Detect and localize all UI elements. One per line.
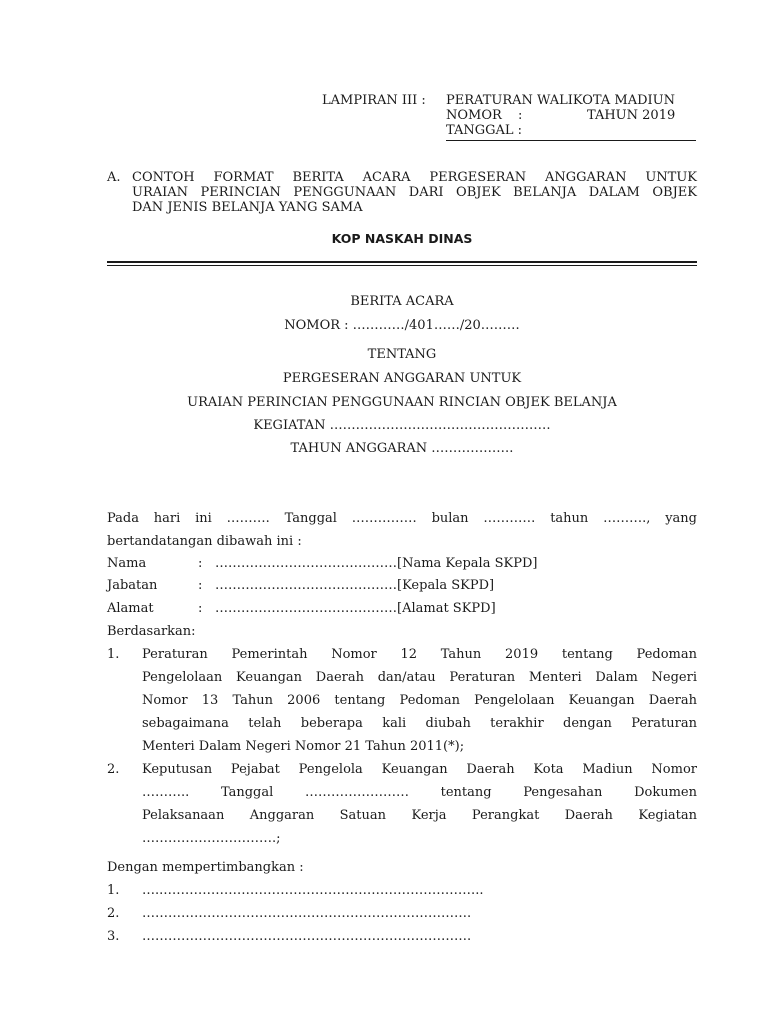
berita-acara-title: BERITA ACARA: [350, 294, 454, 309]
consideration-2-number: 2.: [107, 906, 120, 921]
section-line-1: CONTOH FORMAT BERITA ACARA PERGESERAN ANGGARAN UNTUK: [132, 170, 697, 185]
kop-double-rule-top: [107, 261, 697, 263]
consideration-1-number: 1.: [107, 883, 120, 898]
kop-naskah-dinas: KOP NASKAH DINAS: [331, 231, 473, 246]
consideration-1-text: …..………………………………………………………………..: [142, 883, 484, 898]
item-1-number: 1.: [107, 647, 120, 662]
field-jabatan-colon: :: [198, 578, 203, 593]
dengan-label: Dengan mempertimbangkan :: [107, 860, 304, 875]
item-1-line-2: Pengelolaan Keuangan Daerah dan/atau Peraturan Menteri Dalam Negeri: [142, 670, 697, 685]
consideration-3-text: ………………………………………………………………….: [142, 929, 472, 944]
section-line-2: URAIAN PERINCIAN PENGGUNAAN DARI OBJEK BELANJA DALAM OBJEK: [132, 185, 697, 200]
lampiran-regulation: PERATURAN WALIKOTA MADIUN: [446, 93, 675, 108]
field-alamat-label: Alamat: [107, 601, 154, 616]
field-nama-label: Nama: [107, 556, 147, 571]
item-1-line-1: Peraturan Pemerintah Nomor 12 Tahun 2019 tentang Pedoman: [142, 647, 697, 662]
field-nama-colon: :: [198, 556, 203, 571]
lampiran-nomor-label: NOMOR: [446, 108, 502, 123]
title-line-2: URAIAN PERINCIAN PENGGUNAAN RINCIAN OBJEK BELANJA: [187, 395, 617, 410]
field-jabatan-value: ……………………………………[Kepala SKPD]: [215, 578, 495, 593]
field-nama-value: ……………………………………[Nama Kepala SKPD]: [215, 556, 538, 571]
item-1-line-4: sebagaimana telah beberapa kali diubah terakhir dengan Peraturan: [142, 716, 697, 731]
kegiatan-line: KEGIATAN ……………………………………………: [253, 418, 551, 433]
intro-line-2: bertandatangan dibawah ini :: [107, 534, 302, 549]
berdasarkan-label: Berdasarkan:: [107, 624, 196, 639]
section-line-3: DAN JENIS BELANJA YANG SAMA: [132, 200, 363, 215]
item-2-number: 2.: [107, 762, 120, 777]
lampiran-tanggal: TANGGAL :: [446, 123, 523, 138]
lampiran-nomor-colon: :: [518, 108, 523, 123]
field-alamat-value: ……………………………………[Alamat SKPD]: [215, 601, 496, 616]
intro-line-1: Pada hari ini ………. Tanggal …………… bulan ………… tahun ………., yang: [107, 511, 697, 526]
kop-double-rule-bottom: [107, 265, 697, 266]
berita-acara-nomor: NOMOR : …………/401……/20………: [284, 318, 520, 333]
item-2-line-4: ………………………….;: [142, 831, 281, 846]
title-line-1: PERGESERAN ANGGARAN UNTUK: [282, 371, 522, 386]
consideration-2-text: ………………………………………………………………….: [142, 906, 472, 921]
tentang-label: TENTANG: [367, 347, 437, 362]
field-alamat-colon: :: [198, 601, 203, 616]
item-2-line-3: Pelaksanaan Anggaran Satuan Kerja Perangkat Daerah Kegiatan: [142, 808, 697, 823]
field-jabatan-label: Jabatan: [107, 578, 158, 593]
item-2-line-2: ……….. Tanggal …………………… tentang Pengesahan Dokumen: [142, 785, 697, 800]
item-2-line-1: Keputusan Pejabat Pengelola Keuangan Daerah Kota Madiun Nomor: [142, 762, 697, 777]
lampiran-underline: [446, 140, 696, 141]
item-1-line-3: Nomor 13 Tahun 2006 tentang Pedoman Pengelolaan Keuangan Daerah: [142, 693, 697, 708]
lampiran-tahun: TAHUN 2019: [587, 108, 676, 123]
tahun-anggaran-line: TAHUN ANGGARAN ……………….: [290, 441, 514, 456]
consideration-3-number: 3.: [107, 929, 120, 944]
lampiran-label: LAMPIRAN III :: [322, 93, 426, 108]
item-1-line-5: Menteri Dalam Negeri Nomor 21 Tahun 2011(*);: [142, 739, 465, 754]
section-letter: A.: [107, 170, 121, 185]
